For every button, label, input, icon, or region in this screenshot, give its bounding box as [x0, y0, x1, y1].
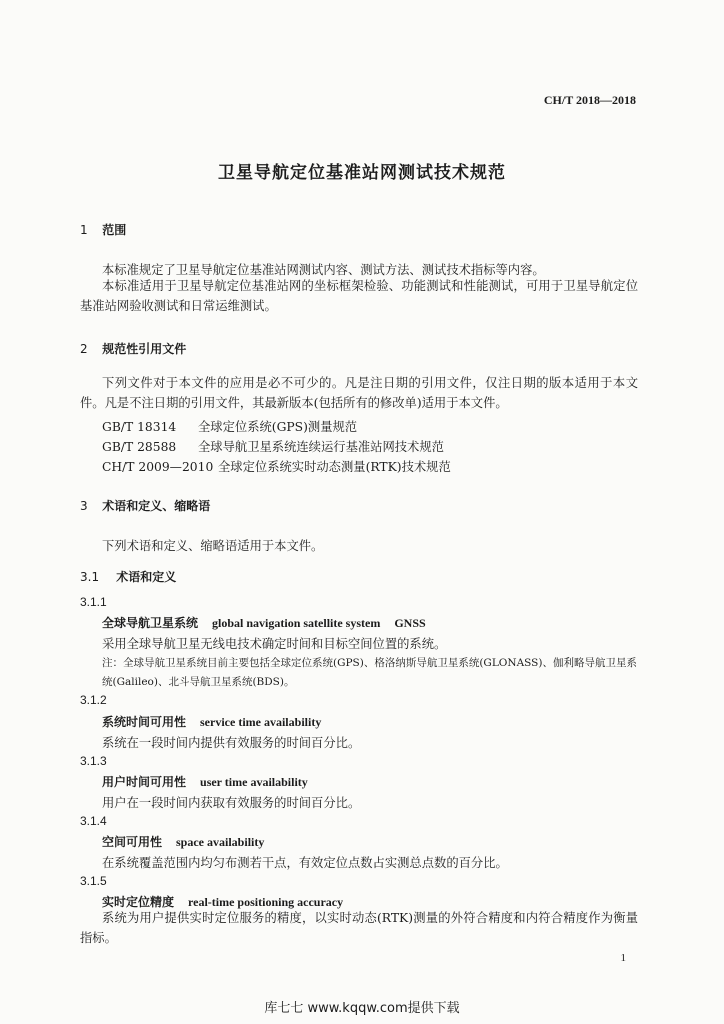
section-title: 规范性引用文件 — [102, 342, 187, 356]
section-3-paragraph-1: 下列术语和定义、缩略语适用于本文件。 — [102, 539, 324, 553]
section-3-heading — [80, 497, 210, 514]
term-english: space availability — [176, 835, 265, 849]
clause-number: 3.1.4 — [80, 814, 107, 828]
term-chinese: 用户时间可用性 — [102, 775, 187, 789]
section-2-heading — [80, 340, 186, 357]
term-heading — [102, 713, 321, 730]
reference-code: CH/T 2009—2010 — [102, 460, 214, 474]
term-abbreviation: GNSS — [394, 616, 426, 630]
term-english: real-time positioning accuracy — [188, 895, 344, 909]
term-definition: 系统在一段时间内提供有效服务的时间百分比。 — [102, 736, 361, 750]
section-title: 术语和定义、缩略语 — [102, 499, 211, 513]
document-title: 卫星导航定位基准站网测试技术规范 — [218, 163, 506, 183]
clause-number: 3.1.2 — [80, 693, 107, 707]
term-english: user time availability — [200, 775, 308, 789]
term-english: global navigation satellite system — [212, 616, 381, 630]
section-number: 1 — [80, 223, 88, 237]
term-note-text: 注：全球导航卫星系统目前主要包括全球定位系统(GPS)、格洛纳斯导航卫星系统(GLONASS)、伽利略导航卫星系统(Galileo)、北斗导航卫星系统(BDS)。 — [102, 657, 637, 688]
term-definition: 采用全球导航卫星无线电技术确定时间和目标空间位置的系统。 — [102, 637, 447, 651]
section-1-paragraph-2: 本标准适用于卫星导航定位基准站网的坐标框架检验、功能测试和性能测试，可用于卫星导航定位基准站网验收测试和日常运维测试。 — [80, 279, 638, 313]
term-definition: 系统为用户提供实时定位服务的精度，以实时动态(RTK)测量的外符合精度和内符合精度作为衡量指标。 — [80, 911, 638, 945]
subsection-number: 3.1 — [80, 570, 100, 584]
term-english: service time availability — [200, 715, 322, 729]
term-heading — [102, 833, 264, 850]
term-chinese: 空间可用性 — [102, 835, 163, 849]
reference-code: GB/T 18314 — [102, 420, 177, 434]
clause-number: 3.1.3 — [80, 754, 107, 768]
page-number: 1 — [620, 952, 626, 964]
term-definition: 用户在一段时间内获取有效服务的时间百分比。 — [102, 796, 361, 810]
term-heading — [102, 614, 426, 631]
term-definition: 在系统覆盖范围内均匀布测若干点，有效定位点数占实测总点数的百分比。 — [102, 856, 508, 870]
section-number: 3 — [80, 499, 88, 513]
reference-item — [102, 437, 444, 455]
clause-number: 3.1.5 — [80, 874, 107, 888]
download-footer: 库七七 www.kqqw.com提供下载 — [264, 1001, 460, 1016]
subsection-title: 术语和定义 — [116, 570, 177, 584]
subsection-3-1-heading — [80, 568, 176, 585]
reference-title: 全球定位系统实时动态测量(RTK)技术规范 — [218, 460, 451, 474]
section-number: 2 — [80, 342, 88, 356]
reference-title: 全球导航卫星系统连续运行基准站网技术规范 — [198, 440, 444, 454]
reference-code: GB/T 28588 — [102, 440, 177, 454]
section-title: 范围 — [102, 223, 127, 237]
reference-item — [102, 417, 357, 435]
reference-item — [102, 457, 451, 475]
term-note — [102, 654, 637, 692]
document-code: CH/T 2018—2018 — [543, 93, 636, 107]
section-2-paragraph-1: 下列文件对于本文件的应用是必不可少的。凡是注日期的引用文件，仅注日期的版本适用于本文件。凡是不注日期的引用文件，其最新版本(包括所有的修改单)适用于本文件。 — [80, 376, 638, 410]
term-heading — [102, 773, 308, 790]
section-1-heading — [80, 221, 126, 238]
term-chinese: 实时定位精度 — [102, 895, 175, 909]
reference-title: 全球定位系统(GPS)测量规范 — [198, 420, 358, 434]
clause-number: 3.1.1 — [80, 595, 107, 609]
section-1-paragraph-1: 本标准规定了卫星导航定位基准站网测试内容、测试方法、测试技术指标等内容。 — [102, 263, 545, 277]
term-chinese: 系统时间可用性 — [102, 715, 187, 729]
term-chinese: 全球导航卫星系统 — [102, 616, 199, 630]
